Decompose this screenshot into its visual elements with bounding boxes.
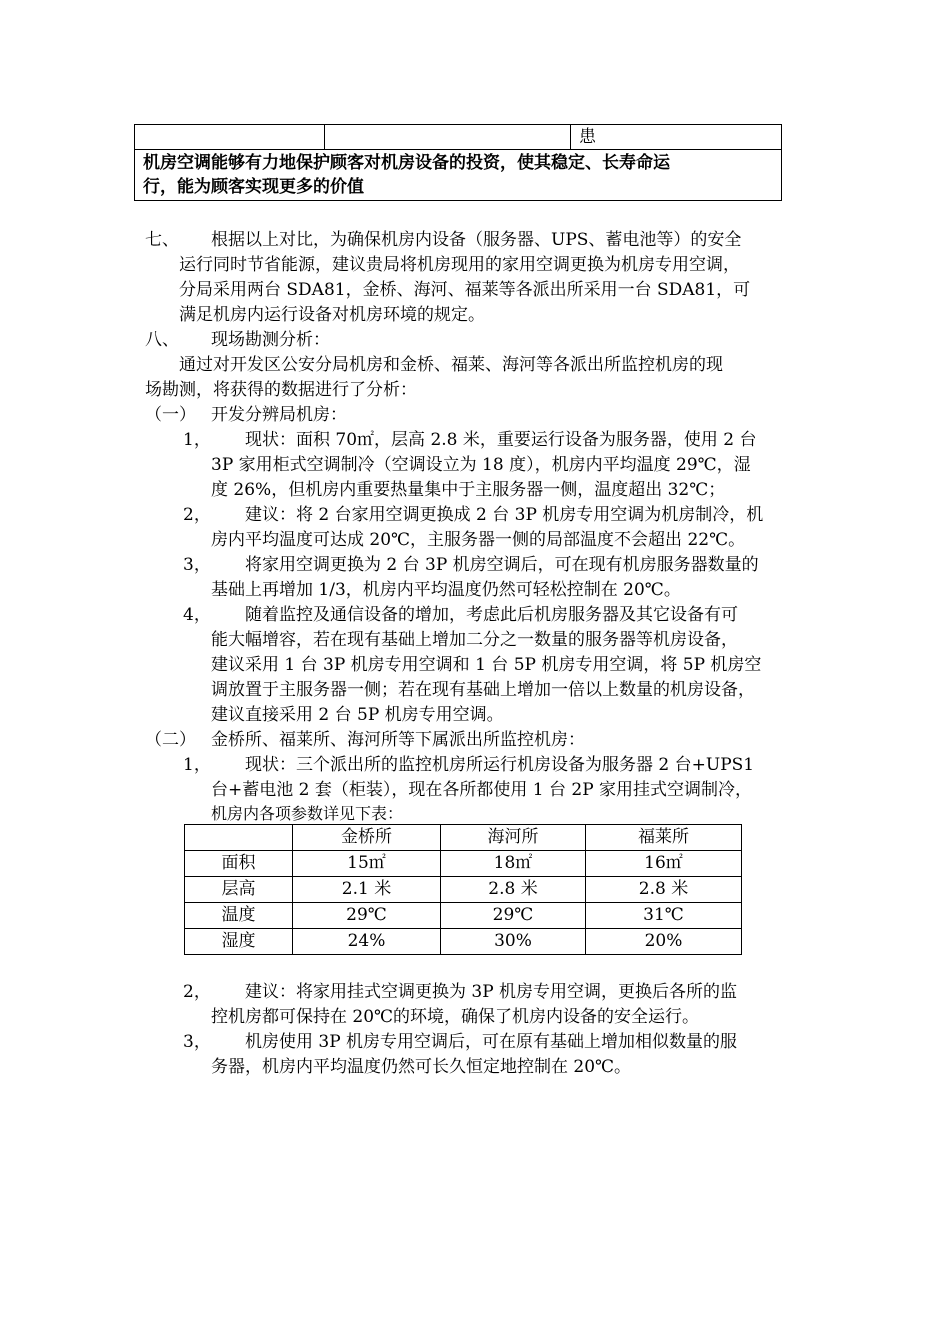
section-7-line: 运行同时节省能源，建议贵局将机房现用的家用空调更换为机房专用空调， [179,255,740,275]
table-cell: 2.8 米 [441,877,586,903]
table-header-cell: 海河所 [441,825,586,851]
table-cell: 29℃ [293,903,441,929]
list-item-line: 台+蓄电池 2 套（柜装），现在各所都使用 1 台 2P 家用挂式空调制冷， [211,780,753,800]
list-item-line: 建议：将 2 台家用空调更换成 2 台 3P 机房专用空调为机房制冷，机 [245,505,764,525]
list-item-number: 2， [183,505,211,525]
table-cell: 16㎡ [586,851,742,877]
summary-bold-text [143,151,670,199]
subsection-1-number: （一） [145,405,196,425]
table-header-cell: 金桥所 [293,825,441,851]
station-parameters-table [184,824,742,955]
table-row [185,851,742,877]
list-item-number: 4， [183,605,211,625]
summary-line: 行，能为顾客实现更多的价值 [143,177,364,197]
list-item-line: 度 26%，但机房内重要热量集中于主服务器一侧，温度超出 32℃； [211,480,726,500]
table-cell: 患 [579,127,596,147]
list-item-line: 房内平均温度可达成 20℃，主服务器一侧的局部温度不会超出 22℃。 [211,530,746,550]
list-item-line: 建议直接采用 2 台 5P 机房专用空调。 [211,705,504,725]
list-item-line: 建议采用 1 台 3P 机房专用空调和 1 台 5P 机房专用空调，将 5P 机房空 [211,655,762,675]
table-cell: 15㎡ [293,851,441,877]
section-8-number: 八、 [145,330,179,350]
table-cell: 18㎡ [441,851,586,877]
table-cell: 2.8 米 [586,877,742,903]
table-divider [570,125,571,149]
table-divider [324,125,325,149]
table-cell: 20% [586,929,742,955]
list-item-line: 控机房都可保持在 20℃的环境，确保了机房内设备的安全运行。 [211,1007,700,1027]
subsection-2-number: （二） [145,730,196,750]
table-cell: 层高 [185,877,293,903]
table-cell: 31℃ [586,903,742,929]
list-item-line: 建议：将家用挂式空调更换为 3P 机房专用空调，更换后各所的监 [245,982,738,1002]
list-item-line: 务器，机房内平均温度仍然可长久恒定地控制在 20℃。 [211,1057,632,1077]
list-item-line: 随着监控及通信设备的增加，考虑此后机房服务器及其它设备有可 [245,605,738,625]
table-header-cell: 福莱所 [586,825,742,851]
section-7-line: 分局采用两台 SDA81，金桥、海河、福莱等各派出所采用一台 SDA81，可 [179,280,751,300]
table-row [185,903,742,929]
list-item-number: 3， [183,1032,211,1052]
section-8-intro: 通过对开发区公安分局机房和金桥、福莱、海河等各派出所监控机房的现 [179,355,723,375]
list-item-number: 1， [183,430,211,450]
table-cell: 面积 [185,851,293,877]
subsection-1-title: 开发分辨局机房： [211,405,347,425]
list-item-number: 3， [183,555,211,575]
section-7-line: 满足机房内运行设备对机房环境的规定。 [179,305,485,325]
table-header-cell [185,825,293,851]
list-item-line: 能大幅增容，若在现有基础上增加二分之一数量的服务器等机房设备， [211,630,738,650]
section-7-number: 七、 [145,230,179,250]
table-cell: 30% [441,929,586,955]
table-header-row [185,825,742,851]
table-cell: 24% [293,929,441,955]
list-item-line: 现状：三个派出所的监控机房所运行机房设备为服务器 2 台+UPS1 [245,755,755,775]
table-cell: 2.1 米 [293,877,441,903]
list-item-line: 机房使用 3P 机房专用空调后，可在原有基础上增加相似数量的服 [245,1032,738,1052]
section-7-line: 根据以上对比，为确保机房内设备（服务器、UPS、蓄电池等）的安全 [211,230,742,250]
list-item-line: 将家用空调更换为 2 台 3P 机房空调后，可在现有机房服务器数量的 [245,555,759,575]
section-8-title: 现场勘测分析： [211,330,330,350]
section-8-intro: 场勘测，将获得的数据进行了分析： [145,380,417,400]
table-cell: 29℃ [441,903,586,929]
subsection-2-title: 金桥所、福莱所、海河所等下属派出所监控机房： [211,730,585,750]
list-item-line: 基础上再增加 1/3，机房内平均温度仍然可轻松控制在 20℃。 [211,580,681,600]
summary-line: 机房空调能够有力地保护顾客对机房设备的投资，使其稳定、长寿命运 [143,153,670,173]
list-item-number: 2， [183,982,211,1002]
table-cell: 温度 [185,903,293,929]
list-item-line: 机房内各项参数详见下表： [211,804,404,823]
list-item-line: 调放置于主服务器一侧；若在现有基础上增加一倍以上数量的机房设备， [211,680,755,700]
top-table [134,124,782,201]
table-row [185,929,742,955]
table-cell: 湿度 [185,929,293,955]
list-item-number: 1， [183,755,211,775]
top-table-row [135,125,781,150]
list-item-line: 3P 家用柜式空调制冷（空调设立为 18 度），机房内平均温度 29℃，湿 [211,455,751,475]
list-item-line: 现状：面积 70㎡，层高 2.8 米，重要运行设备为服务器，使用 2 台 [245,430,757,450]
table-row [185,877,742,903]
